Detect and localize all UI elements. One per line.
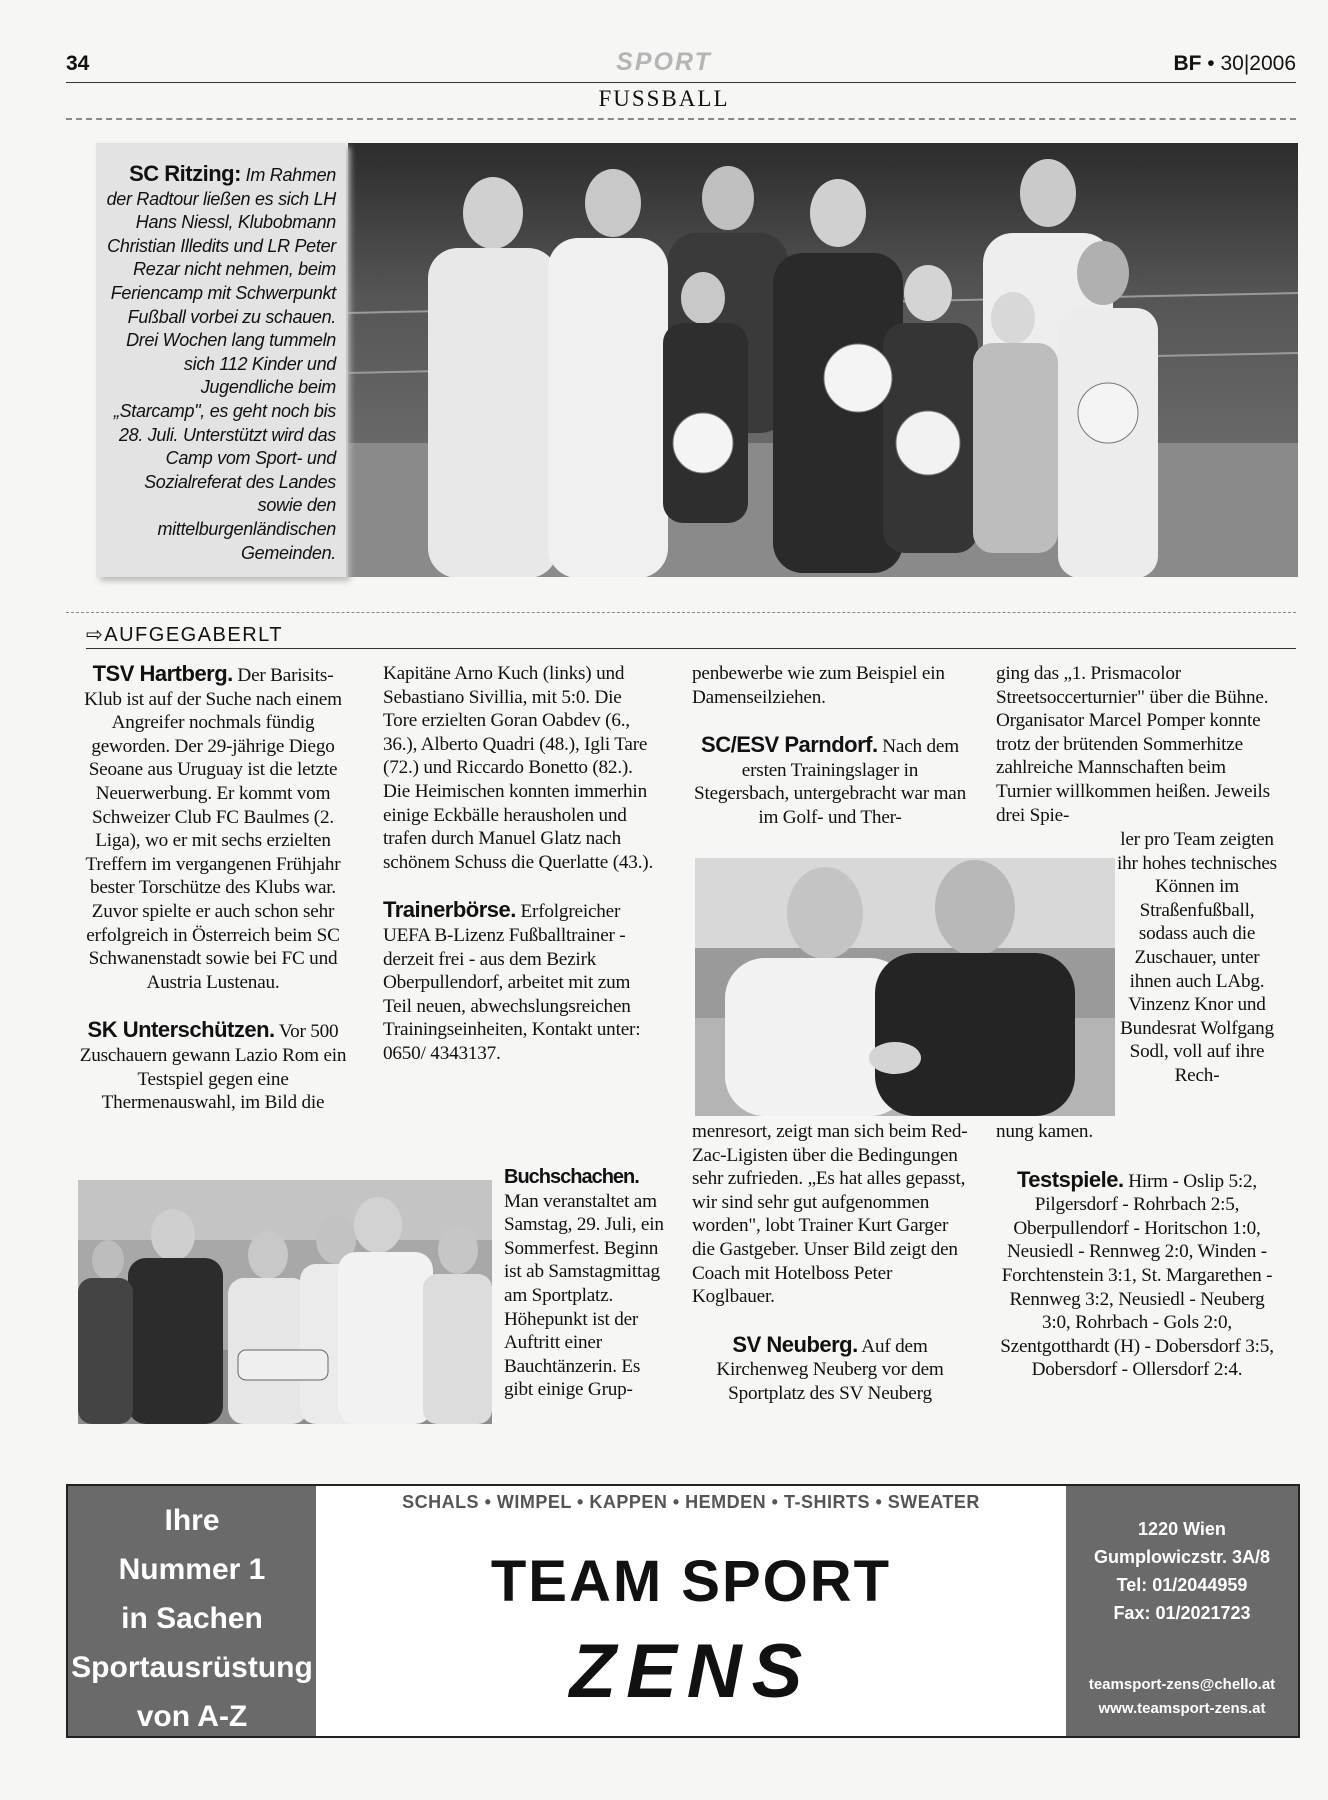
column-heading-rule [86, 648, 1296, 649]
article-parndorf-continued: menresort, zeigt man sich beim Red-Zac-Ligisten über die Bedingungen sehr zufrieden. „Es hat alles gepasst, wir sind sehr gut aufgenommen worden", lobt Trainer Kurt Garger die Gastgeber. Unser Bild zeigt den Coach mit Hotelboss Peter Koglbauer. [692, 1121, 968, 1308]
article-buchschachen-text: Man veranstaltet am Samstag, 29. Juli, ein Sommerfest. Beginn ist ab Samstagmittag am Sportplatz. Höhepunkt ist der Auftritt einer Bauchtänzerin. Es gibt einige Grup- [504, 1190, 664, 1401]
column-3-lower [692, 1120, 968, 1406]
article-neuberg-continued-2: ler pro Team zeigten ihr hohes technisches Können im Straßenfußball, sodass auch die Zuschauer, unter ihnen auch LAbg. Vinzenz Knor und Bundesrat Wolfgang Sodl, voll auf ihre Rech- [1117, 829, 1277, 1086]
ad-contact [1066, 1486, 1298, 1736]
article-buchschachen-heading: Buchschachen. [504, 1166, 639, 1188]
section-title: SPORT [616, 48, 712, 76]
teamsport-zens-advertisement [66, 1484, 1300, 1738]
buchschachen-block [504, 1166, 664, 1402]
header-rule [66, 82, 1296, 83]
ad-logo-team-sport: TEAM SPORT [490, 1549, 892, 1614]
issue-number: • 30|2006 [1207, 52, 1296, 75]
article-hartberg-heading: TSV Hartberg. [92, 661, 233, 686]
ad-logo-zens: ZENS [569, 1629, 813, 1714]
ad-website: www.teamsport-zens.at [1098, 1700, 1266, 1717]
ad-slogan-line: Nummer 1 [118, 1553, 266, 1586]
article-testspiele-heading: Testspiele. [1017, 1166, 1124, 1192]
ad-slogan-line: von A-Z [136, 1700, 248, 1733]
article-unterschuetzen-heading: SK Unterschützen. [87, 1017, 275, 1043]
subsection-title: FUSSBALL [598, 86, 730, 111]
section-dashed-divider [66, 612, 1296, 613]
parndorf-handshake-photo [695, 858, 1115, 1116]
article-trainerboerse [383, 898, 658, 1065]
article-neuberg [692, 1333, 968, 1406]
team-photo-starcamp [348, 143, 1298, 577]
article-trainerboerse-text: Erfolgreicher UEFA B-Lizenz Fußballtrainer - derzeit frei - aus dem Bezirk Oberpullendorf, arbeitet mit zum Teil neuen, abwechslungsreichen Trainingseinheiten, Kontakt unter: 0650/ 4343137. [383, 901, 641, 1064]
column-4-wrap [1116, 828, 1278, 1088]
article-buchschachen [504, 1166, 664, 1402]
column-4 [996, 662, 1278, 827]
column-4-lower [996, 1120, 1278, 1382]
caption-text: Im Rahmen der Radtour ließen es sich LH Hans Niessl, Klubobmann Christian Illedits und LR Peter Rezar nicht nehmen, beim Feriencamp mit Schwerpunkt Fußball vorbei zu schauen. Drei Wochen lang tummeln sich 112 Kinder und Jugendliche beim „Starcamp", es geht noch bis 28. Juli. Unterstützt wird das Camp vom Sport- und Sozialreferat des Landes sowie den mittelburgenländischen Gemeinden. [106, 165, 336, 563]
ad-telephone: Tel: 01/2044959 [1116, 1575, 1248, 1595]
ad-slogan-line: Sportausrüstung [71, 1651, 313, 1684]
column-2 [383, 662, 658, 1066]
article-neuberg-end: nung kamen. [996, 1121, 1093, 1142]
ad-street: Gumplowiczstr. 3A/8 [1093, 1547, 1271, 1567]
ad-fax: Fax: 01/2021723 [1113, 1603, 1251, 1623]
article-parndorf-heading: SC/ESV Parndorf. [701, 732, 878, 758]
article-unterschuetzen-continued: Kapitäne Arno Kuch (links) und Sebastiano Sivillia, mit 5:0. Die Tore erzielten Goran Oabdev (6., 36.), Alberto Quadri (48.), Igli Tare (72.) und Riccardo Bonetto (82.). Die Heimischen konnten immerhin einige Eckbälle herausholen und trafen durch Manuel Glatz nach schönem Schuss die Querlatte (43.). [383, 663, 654, 873]
article-unterschuetzen [78, 1018, 348, 1114]
issue-info [1173, 52, 1296, 76]
ad-city: 1220 Wien [1138, 1519, 1226, 1539]
article-neuberg-heading: SV Neuberg. [732, 1331, 858, 1357]
header-dashed-divider [66, 118, 1296, 120]
caption-lead: SC Ritzing: [129, 161, 241, 186]
article-unterschuetzen-text: Vor 500 Zuschauern gewann Lazio Rom ein Testspiel gegen eine Thermenauswahl, im Bild die [79, 1021, 347, 1114]
article-neuberg-continued: ging das „1. Prismacolor Streetsoccerturnier" über die Bühne. Organisator Marcel Pomper konnte trotz der brütenden Sommerhitze zahlreiche Mannschaften beim Turnier willkommen heißen. Jeweils drei Spie- [996, 663, 1270, 826]
article-neuberg-text: Auf dem Kirchenweg Neuberg vor dem Sportplatz des SV Neuberg [716, 1335, 944, 1404]
article-parndorf [692, 733, 968, 829]
ad-slogan-line: Ihre [164, 1504, 220, 1537]
article-parndorf-text: Nach dem ersten Trainingslager in Stegersbach, untergebracht war man im Golf- und Ther- [693, 736, 967, 828]
page-number: 34 [66, 52, 90, 75]
article-testspiele-text: Hirm - Oslip 5:2, Pilgersdorf - Rohrbach 2:5, Oberpullendorf - Horitschon 1:0, Neusiedl - Rennweg 2:0, Winden - Forchtenstein 3:1, St. Margarethen - Rennweg 3:2, Neusiedl - Neuberg 3:0, Rohrbach - Gols 2:0, Szentgotthardt (H) - Dobersdorf 3:5, Dobersdorf - Ollersdorf 2:4. [1000, 1170, 1274, 1381]
column-1 [78, 662, 348, 1115]
photo-caption [106, 162, 336, 565]
ad-slogan [68, 1486, 316, 1736]
ad-slogan-line: in Sachen [121, 1602, 263, 1635]
lazio-captains-photo [78, 1180, 492, 1424]
article-hartberg-text: Der Barisits-Klub ist auf der Suche nach einem Angreifer nochmals fündig geworden. Der 29-jährige Diego Seoane aus Uruguay ist die letzte Neuerwerbung. Er kommt vom Schweizer Club FC Baulmes (2. Liga), wo er mit sechs erzielten Treffern im vergangenen Frühjahr bester Torschütze des Klubs war. Zuvor spielte er auch schon sehr erfolgreich in Österreich beim SC Schwanenstadt sowie bei FC und Austria Lustenau. [84, 665, 342, 993]
column-heading: ⇨AUFGEGABERLT [86, 624, 284, 646]
publication-name: BF [1173, 52, 1202, 75]
ad-product-tagline: SCHALS • WIMPEL • KAPPEN • HEMDEN • T-SHIRTS • SWEATER [402, 1492, 980, 1512]
column-3 [692, 662, 968, 830]
ad-email: teamsport-zens@chello.at [1088, 1676, 1276, 1693]
article-buchschachen-continued: penbewerbe wie zum Beispiel ein Damenseilziehen. [692, 663, 945, 708]
article-hartberg [78, 662, 348, 994]
article-trainerboerse-heading: Trainerbörse. [383, 897, 516, 923]
article-testspiele [996, 1168, 1278, 1382]
